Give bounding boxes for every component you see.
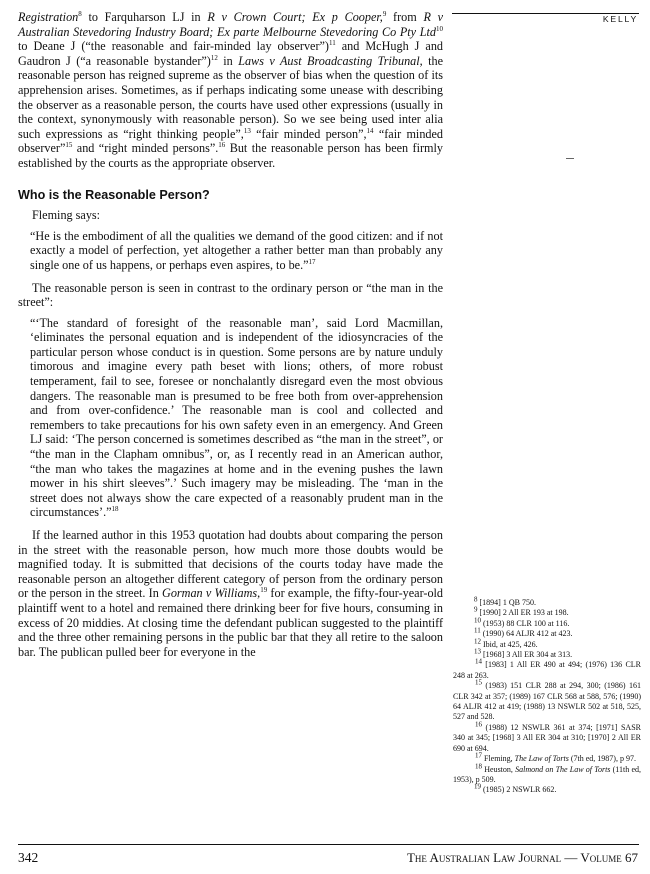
italic-text: R v Crown Court; Ex p Cooper, — [207, 10, 383, 24]
text-run: Heuston, — [484, 764, 516, 774]
footnote-number: 18 — [475, 761, 482, 770]
text-run: Fleming, — [484, 754, 515, 764]
paragraph-1 — [18, 10, 443, 171]
footnote-18 — [453, 761, 642, 786]
main-column — [18, 10, 443, 659]
footnote-number: 11 — [474, 626, 481, 635]
italic-text: R v Australian Stevedoring Industry Board; Ex parte Melbourne Stevedoring Co Pty Ltd — [18, 10, 443, 39]
block-quote-salmond — [30, 316, 443, 520]
footnote-11 — [453, 626, 641, 639]
footnote-number: 15 — [475, 678, 482, 687]
text-run: and McHugh J and Gaudron J (“a reasonable bystander”) — [18, 39, 444, 68]
journal-title — [407, 850, 638, 866]
italic-text: Registration — [18, 10, 79, 24]
section-heading: Who is the Reasonable Person? — [18, 187, 210, 202]
text-run: “He is the embodiment of all the qualities we demand of the good citizen: and if not exactly a model of perfection, yet altogether a rather better man than probably any single one of us happens, or perhaps even aspires, to be.” — [30, 228, 443, 272]
text-run: “fair minded person”, — [250, 126, 367, 141]
text-run: (1983) 151 CLR 288 at 294, 300; (1986) 161 CLR 342 at 357; (1989) 167 CLR 568 at 588, 576; (1990) 64 ALJR 412 at 419; (1988) 13 NSWLR 502 at 518, 525, 527 and 528. — [453, 681, 641, 722]
footnote-ref: 18 — [111, 505, 119, 514]
footnote-number: 12 — [474, 636, 481, 645]
journal-title-text: The Australian Law Journal — Volume 67 — [406, 850, 638, 865]
text-run: to Deane J (“the reasonable and fair-minded lay observer”) — [18, 39, 329, 54]
footnote-ref: 9 — [382, 9, 387, 18]
text-run: from — [386, 10, 424, 24]
footnote-ref: 12 — [210, 53, 218, 62]
footnote-8 — [453, 595, 641, 608]
footnote-10 — [453, 616, 641, 629]
footnote-number: 14 — [475, 657, 482, 666]
text-run: (1953) 88 CLR 100 at 116. — [483, 618, 570, 628]
text-run: (1990) 64 ALJR 412 at 423. — [482, 629, 573, 639]
text-run: in — [217, 53, 239, 68]
text-run: to Farquharson LJ in — [81, 10, 208, 24]
italic-text: Salmond on The Law of Torts — [515, 764, 611, 774]
footnote-12 — [453, 636, 641, 650]
text-run: (1988) 12 NSWLR 361 at 374; [1971] SASR 340 at 345; [1968] 3 All ER 304 at 310; [1970] 2 All ER 690 at 694. — [453, 722, 641, 753]
paragraph-4 — [18, 528, 443, 659]
text-run: If the learned author in this 1953 quotation had doubts about comparing the person in the street with the reasonable person, how much more those doubts would be magnified today. It is submitted that decisions of the courts today have made the reasonable person an altogether different category of person from the ordinary person or the person in the street. In — [18, 528, 443, 601]
text-run: Ibid, at 425, 426. — [483, 639, 538, 649]
text-run: “‘The standard of foresight of the reasonable man’, said Lord Macmillan, ‘eliminates the personal equation and is independent of the idiosyncracies of the particular person whose conduct is in question. Some persons are by nature unduly timorous and imagine every path beset with lions; others, of more robust temperament, fail to see, foresee or nonchalantly disregard even the most obvious dangers. The reasonable man is presumed to be free both from over-apprehension and from over-confidence.’ The reasonable man is cool and collected and remembers to take precautions for his own safety even in an emergency. And Green LJ said: ‘The person concerned is sometimes described as “the man in the street”, or “the man in the Clapham omnibus”, or, as I recently read in an American author, “the man who takes the magazines at home and in the evening pushes the lawn mower in his shirt sleeves”.’ Such imagery may be misleading. The ‘man in the street does not always show the care expected of a reasonably prudent man in the circumstances’.” — [30, 315, 443, 520]
text-run: and “right minded persons”. — [72, 141, 219, 156]
footnote-number: 9 — [474, 605, 478, 614]
footnote-ref: 17 — [308, 257, 316, 266]
footnote-number: 16 — [475, 720, 482, 729]
italic-text: Laws v Aust Broadcasting Tribunal, — [238, 53, 423, 68]
text-run: (7th ed, 1987), p 97. — [568, 754, 636, 764]
footnote-9 — [453, 605, 641, 618]
running-head: KELLY — [602, 14, 638, 24]
text-run: [1894] 1 QB 750. — [479, 598, 536, 607]
text-run: [1968] 3 All ER 304 at 313. — [483, 650, 573, 660]
footnote-ref: 10 — [436, 24, 443, 33]
footnote-number: 8 — [474, 595, 478, 604]
footnote-ref: 19 — [260, 586, 268, 595]
footnote-ref: 15 — [65, 141, 73, 150]
text-run: [1990] 2 All ER 193 at 198. — [479, 608, 569, 618]
footnote-16 — [453, 720, 641, 754]
italic-text: Gorman v Williams, — [162, 586, 261, 601]
footnote-number: 17 — [475, 751, 482, 760]
footer-rule — [18, 844, 639, 845]
text-run: “fair minded observer” — [18, 126, 444, 156]
paragraph-3: The reasonable person is seen in contrast to the ordinary person or “the man in the street”: — [18, 280, 443, 310]
footnote-number: 10 — [474, 616, 481, 625]
text-run: (11th ed, 1953), p 509. — [453, 764, 642, 784]
footnotes — [453, 595, 642, 796]
footnote-ref: 13 — [243, 126, 251, 135]
italic-text: The Law of Torts — [514, 754, 569, 764]
footnote-ref: 11 — [329, 39, 336, 48]
paragraph-2: Fleming says: — [32, 208, 101, 223]
footnote-number: 19 — [474, 782, 481, 791]
text-run: for example, the fifty-four-year-old plaintiff went to a hotel and remained there drinking beer for five hours, consuming in excess of 20 middies. At closing time the defendant publican suggested to the plaintiff and the three other remaining persons in the public bar that they all retire to the saloon bar. The publican pulled beer for everyone in the — [18, 586, 444, 659]
footnote-ref: 16 — [218, 141, 226, 150]
text-run: (1985) 2 NSWLR 662. — [483, 785, 557, 795]
text-run: But the reasonable person has been firmly established by the courts as the appropriate observer. — [18, 141, 443, 170]
footnote-ref: 14 — [366, 126, 374, 135]
text-run: [1983] 1 All ER 490 at 494; (1976) 136 CLR 248 at 263. — [453, 660, 641, 680]
footnote-19 — [453, 782, 641, 795]
text-run: the reasonable person has reigned supreme as the observer of bias when the question of its apprehension arises. Sometimes, as if perhaps indicating some unease with describing the observer as a reasonable person, the courts have used other expressions (usually in the context, synonymously with reasonable person). So we see being used inter alia such expressions as “right thinking people”, — [18, 53, 444, 141]
block-quote-fleming — [30, 229, 443, 273]
footnote-ref: 8 — [78, 9, 82, 18]
footnote-15 — [453, 678, 641, 723]
footnote-number: 13 — [474, 647, 481, 656]
page-number: 342 — [18, 850, 39, 865]
margin-mark — [566, 158, 574, 159]
